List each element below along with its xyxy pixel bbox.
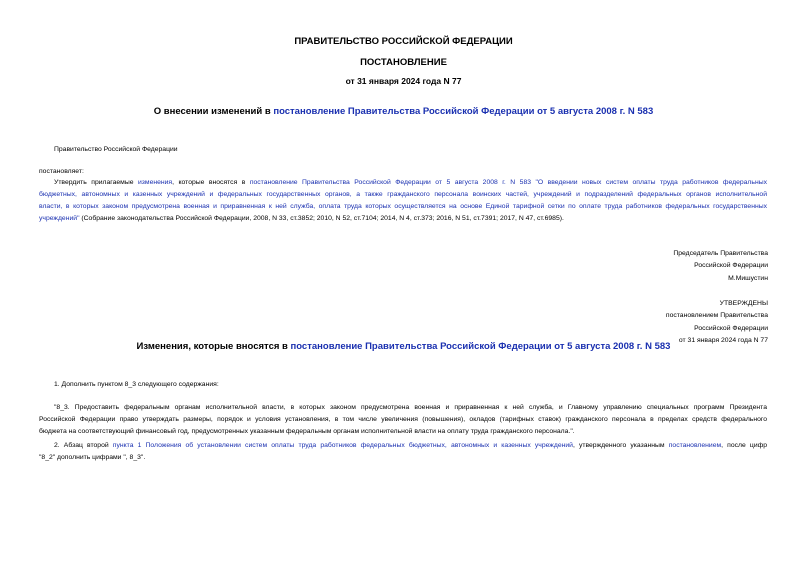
- signature-position: Председатель Правительства: [673, 250, 768, 257]
- doc-type-heading: ПОСТАНОВЛЕНИЕ: [360, 57, 447, 68]
- item-2-line-2: "8_2" дополнить цифрами ", 8_3".: [39, 454, 146, 461]
- approved-label: УТВЕРЖДЕНЫ: [719, 300, 768, 307]
- signature-country: Российской Федерации: [694, 262, 768, 270]
- item-1: 1. Дополнить пунктом 8_3 следующего содержания:: [54, 381, 219, 388]
- title-prefix: О внесении изменений в: [153, 106, 274, 117]
- government-label: Правительство Российской Федерации: [54, 146, 178, 153]
- paragraph-line-1: Утвердить прилагаемые изменения, которые вносятся в постановление Правительства Российской Федерации от 5 августа 2008 г. N 583 "О введении новых систем оплаты труда работников федеральных: [54, 179, 767, 186]
- approved-by: постановлением Правительства: [665, 312, 768, 320]
- title-link[interactable]: постановление Правительства Российской Федерации от 5 августа 2008 г. N 583: [273, 106, 654, 117]
- org-heading: ПРАВИТЕЛЬСТВО РОССИЙСКОЙ ФЕДЕРАЦИИ: [294, 36, 513, 47]
- paragraph-line-4: учреждений" (Собрание законодательства Российской Федерации, 2008, N 33, ст.3852; 2010, N 52, ст.7104; 2014, N 4, ст.373; 2016, N 51, ст.7391; 2017, N 47, ст.6985).: [39, 215, 564, 222]
- item-2-line-1: 2. Абзац второй пункта 1 Положения об установлении систем оплаты труда работников федеральных бюджетных, автономных и казенных учреждений, утвержденного указанным постановлением, после цифр: [54, 442, 767, 449]
- changes-link[interactable]: изменения: [137, 179, 173, 186]
- changes-title-link[interactable]: постановление Правительства Российской Федерации от 5 августа 2008 г. N 583: [290, 341, 671, 352]
- quote-line-1: "8_3. Предоставить федеральным органам исполнительной власти, в которых законом предусмотрена военная и приравненная к ней служба, и Главному управлению специальных программ Президента: [54, 404, 767, 411]
- document-title: [0, 106, 807, 117]
- signature-name: М.Мишустин: [728, 274, 768, 282]
- changes-title: [0, 341, 807, 352]
- paragraph-line-2[interactable]: бюджетных, автономных и казенных учреждений и федеральных государственных органов, а также гражданского персонала воинских частей, учреждений и подразделений федеральных органов исполнительной: [39, 191, 767, 198]
- quote-line-2: Российской Федерации право утверждать размеры, порядок и условия установления, в том числе увеличения (повышения), окладов (тарифных ставок) гражданского персонала в пределах средств федерального: [39, 416, 767, 423]
- resolution-link[interactable]: постановление Правительства Российской Федерации от 5 августа 2008 г. N 583 "О введении новых систем оплаты труда работников федеральных: [249, 179, 767, 186]
- signature-block: [568, 248, 768, 285]
- resolution-ref-link[interactable]: постановлением: [668, 442, 722, 449]
- quote-line-3: бюджета на соответствующий финансовый год, предусмотренных указанным федеральным органам исполнительной власти на оплату труда гражданского персонала.".: [39, 428, 575, 435]
- approved-date: от 31 января 2024 года N 77: [678, 337, 768, 345]
- decides-label: постановляет:: [39, 168, 84, 175]
- regulation-link[interactable]: пункта 1 Положения об установлении систем оплаты труда работников федеральных бюджетных, автономных и казенных учреждений: [112, 442, 573, 449]
- resolution-link-end[interactable]: учреждений": [39, 215, 80, 222]
- paragraph-line-3[interactable]: власти, в которых законом предусмотрена военная и приравненная к ней служба, оплата труда которых осуществляется на основе Единой тарифной сетки по оплате труда работников федеральных государственных: [39, 203, 767, 210]
- changes-title-prefix: Изменения, которые вносятся в: [136, 341, 291, 352]
- approved-country: Российской Федерации: [694, 324, 768, 332]
- date-number: от 31 января 2024 года N 77: [345, 76, 462, 86]
